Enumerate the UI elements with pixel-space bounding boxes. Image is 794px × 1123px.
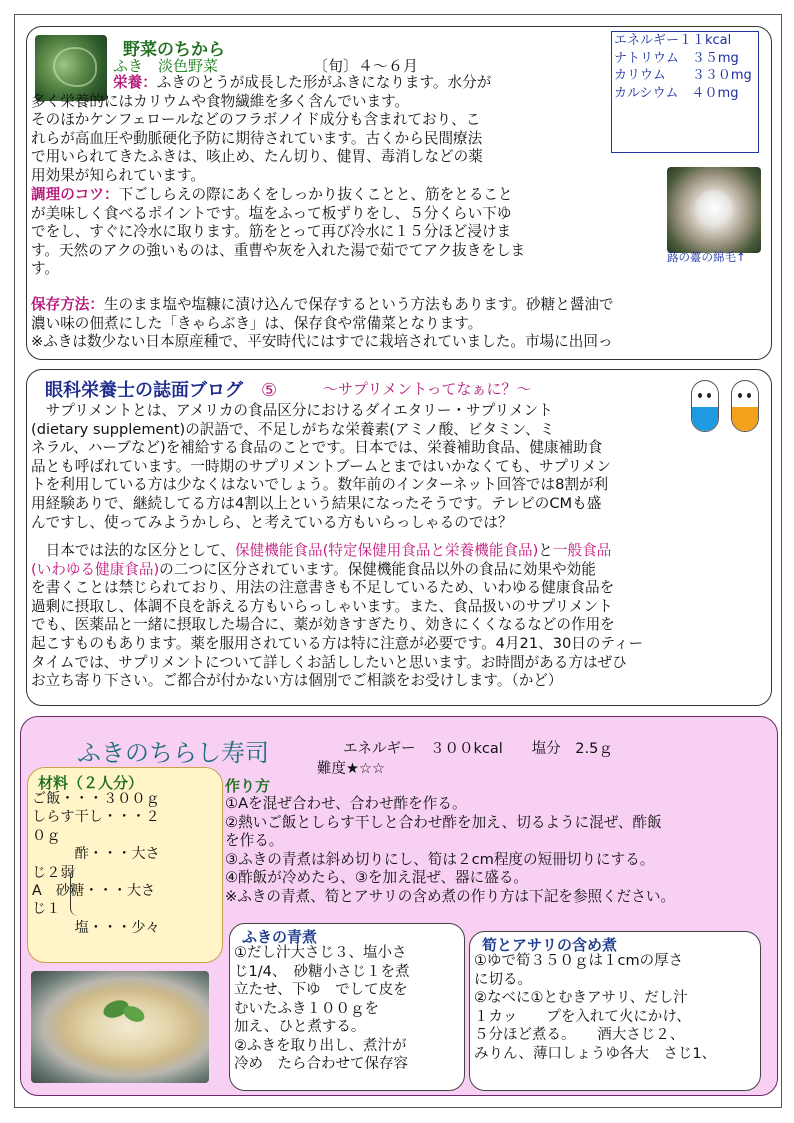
- aoni-steps: ①だし汁大さじ３、塩小さ じ1/4、 砂糖小さじ１を煮 立たせ、下ゆ でして皮を むいたふき１００ｇを 加え、ひと煮する。 ②ふきを取り出し、煮汁が 冷め たら合わせて保存容: [234, 945, 410, 1072]
- recipe-difficulty: 難度★☆☆: [317, 761, 385, 777]
- fuki-aoni-box: [229, 923, 465, 1091]
- nutrition-paragraph: [31, 74, 611, 186]
- recipe-section: [20, 716, 778, 1096]
- nutrition-box: エネルギー１１kcal ナトリウム ３５mg カリウム ３３０mg カルシウム ４０mg: [611, 31, 759, 153]
- steps-title: 作り方: [225, 777, 271, 795]
- blog-paragraph-2: [31, 542, 769, 691]
- fuki-flower-photo: [667, 167, 761, 253]
- vegetable-section: [26, 26, 772, 360]
- blog-title-text: 眼科栄養士の誌面ブログ: [45, 380, 243, 401]
- materials-list: ご飯・・・３００ｇ しらす干し・・・２ ０ｇ 酢・・・大さ じ２弱 A 砂糖・・・大さ じ１ 塩・・・少々: [32, 791, 160, 936]
- fukume-title: 筍とアサリの含め煮: [482, 936, 618, 954]
- blog-subtitle: ～サプリメントってなぁに？～: [323, 380, 532, 398]
- blog-p2-text-b: と: [538, 542, 553, 559]
- materials-title: 材料（２人分）: [38, 774, 144, 792]
- photo-caption: 蕗の薹の綿毛↑: [667, 250, 746, 264]
- blog-section: [26, 369, 772, 706]
- nutrition-text: ふきのとうが成長した形がふきになります。水分が 多く栄養的にはカリウムや食物繊維を多く含んでいます。 そのほかケンフェロールなどのフラボノイド成分も含まれており、こ れらが高血圧や動脈硬化予防に期待されています。古くから民間療法 で用いられてきたふきは、咳止め、たん切り、健胃、毒消しなどの薬 用効果が知られています。: [31, 74, 492, 184]
- takenoko-asari-box: [469, 931, 761, 1091]
- season: 〔旬〕４～６月: [313, 57, 419, 75]
- general-food-category: 一般食品 (いわゆる健康食品): [31, 542, 612, 578]
- materials-box: [27, 767, 223, 963]
- storage-label: 保存方法：: [31, 296, 104, 313]
- blog-title: [45, 376, 277, 402]
- storage-text: 生のまま塩や塩糠に漬け込んで保存するという方法もあります。砂糖と醤油で 濃い味の佃煮にした「きゃらぶき」は、保存食や常備菜となります。 ※ふきは数少ない日本原産種で、平安時代にはすでに栽培されていました。市場に出回っ: [31, 296, 614, 351]
- brace-mark: [70, 868, 81, 916]
- cooking-paragraph: [31, 186, 671, 279]
- cooking-text: 下ごしらえの際にあくをしっかり抜くことと、筋をとること が美味しく食べるポイントです。塩をふって板ずりをし、５分くらい下ゆ でをし、すぐに冷水に取ります。筋をとって再び冷水に１５分ほど浸けま す。天然のアクの強いものは、重曹や灰を入れた湯で茹でてアク抜きをしま す。: [31, 186, 526, 278]
- section-title: 野菜のちから: [123, 40, 225, 60]
- nutrition-label: 栄養：: [113, 74, 157, 91]
- blog-p2-text-c: の二つに区分されています。保健機能食品以外の食品に効果や効能 を書くことは禁じられており、用法の注意書きも不足しているため、いわゆる健康食品を 過剰に摂取し、体調不良を訴える方もいらっしゃいます。また、食品扱いのサプリメント でも、医薬品と一緒に摂取した場合に、薬が効きすぎたり、効きにくくなるなどの作用を 起こすものもあります。薬を服用されている方は特に注意が必要です。4月21、30日のティー タイムでは、サプリメントについて詳しくお話ししたいと思います。お時間がある方はぜひ お立ち寄り下さい。ご都合が付かない方は個別でご相談をお受けします。（かど）: [31, 560, 644, 690]
- cooking-label: 調理のコツ：: [31, 186, 119, 203]
- health-food-category: 保健機能食品(特定保健用食品と栄養機能食品): [235, 542, 539, 559]
- fukume-steps: ①ゆで筍３５０ｇは１cmの厚さ に切る。 ②なべに①とむきアサリ、だし汁 １カッ プを入れて火にかけ、 ５分ほど煮る。 酒大さじ２、 みりん、薄口しょうゆ各大 さじ1、: [474, 953, 717, 1062]
- chirashi-dish-photo: [31, 971, 209, 1083]
- aoni-title: ふきの青煮: [242, 928, 318, 946]
- blog-p2-text-a: 日本では法的な区分として、: [31, 542, 236, 559]
- recipe-energy-salt: エネルギー ３００kcal 塩分 2.5ｇ: [343, 741, 613, 757]
- storage-paragraph: [31, 296, 771, 352]
- blog-number: ⑤: [261, 380, 278, 401]
- vegetable-name: ふき 淡色野菜: [113, 57, 219, 75]
- blog-paragraph-1: サプリメントとは、アメリカの食品区分におけるダイエタリー・サプリメント (dietary supplement)の訳語で、不足しがちな栄養素(アミノ酸、ビタミン、ミ ネラル、ハーブなど)を補給する食品のことです。日本では、栄養補助食品、健康補助食 品とも呼ばれています。一時期のサプリメントブームとまではいかなくても、サプリメン トを利用している方は少なくはないでしょう。数年前のインターネット回答では8割が利 用経験ありで、継続してる方は4割以上という結果になったそうです。テレビのCMも盛 んですし、使ってみようかしら、と考えている方もいらっしゃるのでは？: [31, 402, 611, 531]
- steps-list: ①Aを混ぜ合わせ、合わせ酢を作る。 ②熱いご飯としらす干しと合わせ酢を加え、切るように混ぜ、酢飯 を作る。 ③ふきの青煮は斜め切りにし、筍は２cm程度の短冊切りにする。 ④酢飯が冷めたら、③を加え混ぜ、器に盛る。 ※ふきの青煮、筍とアサリの含め煮の作り方は下記を参照ください。: [225, 795, 676, 905]
- recipe-title: ふきのちらし寿司: [77, 739, 269, 767]
